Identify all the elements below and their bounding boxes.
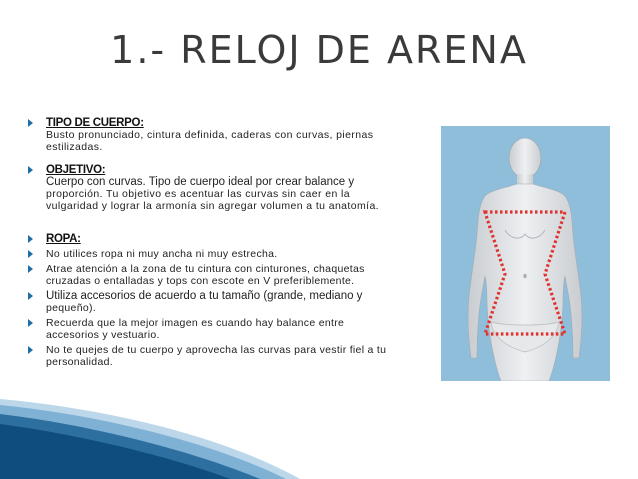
heading-ropa: ROPA: (46, 233, 81, 245)
heading-tipo-de-cuerpo: TIPO DE CUERPO: (46, 117, 144, 129)
ropa-item-2-line-1: Atrae atención a la zona de tu cintura con cinturones, chaquetas (46, 263, 365, 275)
ropa-item-3-line-1: Utiliza accesorios de acuerdo a tu tamaño (grande, mediano y (46, 290, 363, 302)
ropa-item-4-line-1: Recuerda que la mejor imagen es cuando hay balance entre (46, 317, 345, 329)
objetivo-line-3: vulgaridad y lograr la armonía sin agregar volumen a tu anatomía. (46, 200, 380, 212)
ropa-item-5-line-1: No te quejes de tu cuerpo y aprovecha las curvas para vestir fiel a tu (46, 344, 387, 356)
ropa-item-5-line-2: personalidad. (46, 356, 113, 368)
ropa-item-3-line-2: pequeño). (46, 302, 96, 314)
ropa-item-2-line-2: cruzadas o entalladas y tops con escote en V preferiblemente. (46, 275, 355, 287)
heading-objetivo: OBJETIVO: (46, 164, 106, 176)
objetivo-line-1: Cuerpo con curvas. Tipo de cuerpo ideal por crear balance y (46, 176, 355, 188)
tipo-line-2: estilizadas. (46, 141, 103, 153)
objetivo-line-2: proporción. Tu objetivo es acentuar las curvas sin caer en la (46, 188, 350, 200)
ropa-item-1-line-1: No utilices ropa ni muy ancha ni muy estrecha. (46, 248, 278, 260)
ropa-item-4-line-2: accesorios y vestuario. (46, 329, 160, 341)
tipo-line-1: Busto pronunciado, cintura definida, caderas con curvas, piernas (46, 129, 374, 141)
slide-title: 1.- RELOJ DE ARENA (110, 28, 528, 72)
